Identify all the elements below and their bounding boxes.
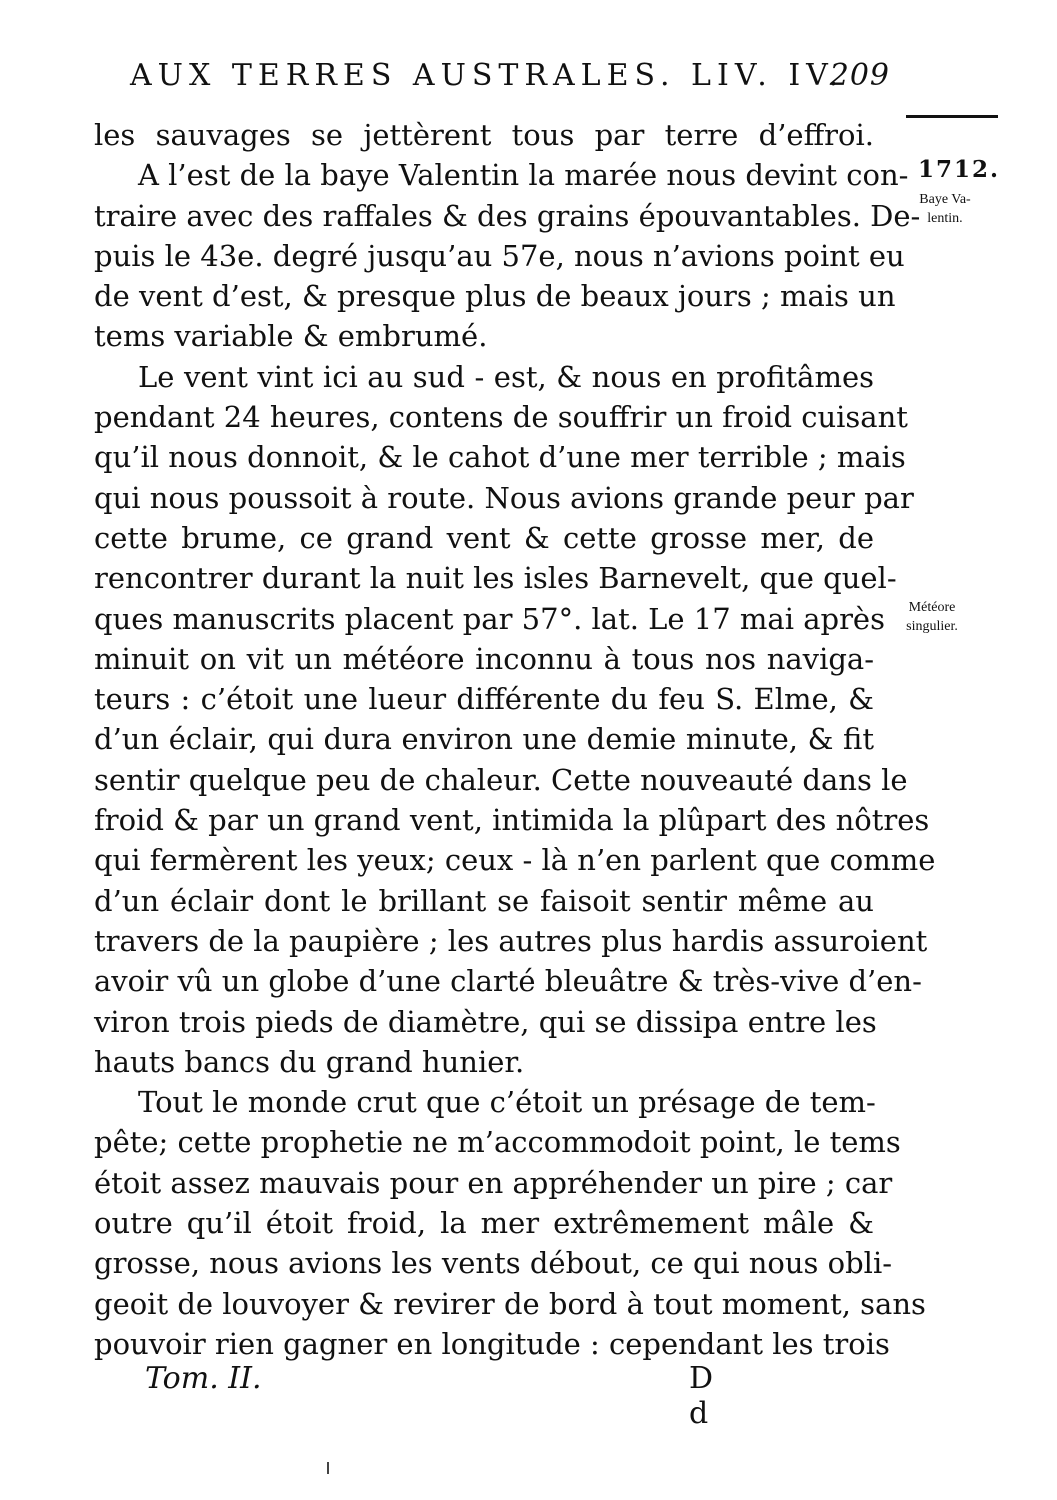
text-line: puis le 43e. degré jusqu’au 57e, nous n’avions point eu <box>94 238 905 273</box>
margin-rule <box>906 115 998 118</box>
margin-note-line: Baye Va- <box>919 192 971 207</box>
text-line: viron trois pieds de diamètre, qui se dissipa entre les <box>94 1004 877 1039</box>
text-line: les sauvages se jettèrent tous par terre d’effroi. <box>94 118 874 152</box>
text-line: geoit de louvoyer & revirer de bord à tout moment, sans <box>94 1286 926 1321</box>
printer-mark <box>327 1462 329 1474</box>
text-line: d’un éclair dont le brillant se faisoit sentir même au <box>94 883 874 918</box>
text-line: qu’il nous donnoit, & le cahot d’une mer terrible ; mais <box>94 440 906 475</box>
text-line: sentir quelque peu de chaleur. Cette nouveauté dans le <box>94 762 908 797</box>
text-line: grosse, nous avions les vents débout, ce qui nous obli- <box>94 1246 893 1281</box>
running-title: AUX TERRES AUSTRALES. LIV. IV. <box>130 58 845 93</box>
margin-note-line: lentin. <box>927 211 963 226</box>
text-line: ques manuscrits placent par 57°. lat. Le 17 mai après <box>94 601 885 636</box>
page-number: 209 <box>829 58 890 93</box>
margin-note-line: singulier. <box>906 619 958 634</box>
page-footer <box>145 1361 745 1431</box>
text-line: étoit assez mauvais pour en appréhender un pire ; car <box>94 1165 893 1200</box>
margin-year: 1712. <box>918 156 1001 183</box>
text-line: avoir vû un globe d’une clarté bleuâtre & très-vive d’en- <box>94 964 922 999</box>
text-line: pouvoir rien gagner en longitude : cependant les trois <box>94 1326 890 1361</box>
text-line: pendant 24 heures, contens de souffrir un froid cuisant <box>94 400 908 435</box>
text-line: minuit on vit un météore inconnu à tous nos naviga- <box>94 641 874 676</box>
text-line: cette brume, ce grand vent & cette grosse mer, de <box>94 520 874 555</box>
signature-mark: D d <box>689 1361 718 1431</box>
text-line: qui fermèrent les yeux; ceux - là n’en parlent que comme <box>94 843 936 878</box>
text-line: froid & par un grand vent, intimida la plûpart des nôtres <box>94 803 930 838</box>
text-line: rencontrer durant la nuit les isles Barnevelt, que quel- <box>94 561 897 596</box>
text-line: pête; cette prophetie ne m’accommodoit point, le tems <box>94 1125 901 1160</box>
text-line: d’un éclair, qui dura environ une demie minute, & fit <box>94 722 874 757</box>
text-line: Le vent vint ici au sud - est, & nous en profitâmes <box>138 359 874 394</box>
text-line: Tout le monde crut que c’étoit un présage de tem- <box>138 1085 876 1120</box>
margin-note-meteore <box>876 598 988 636</box>
volume-label: Tom. II. <box>145 1361 262 1396</box>
text-line: tems variable & embrumé. <box>94 319 488 354</box>
text-line: travers de la paupière ; les autres plus hardis assuroient <box>94 923 928 958</box>
margin-note-line: Météore <box>908 600 956 615</box>
text-line: outre qu’il étoit froid, la mer extrêmement mâle & <box>94 1206 874 1241</box>
text-line: traire avec des raffales & des grains épouvantables. De- <box>94 198 921 233</box>
text-line: hauts bancs du grand hunier. <box>94 1044 525 1079</box>
text-line: de vent d’est, & presque plus de beaux jours ; mais un <box>94 279 896 314</box>
text-line: qui nous poussoit à route. Nous avions grande peur par <box>94 480 914 515</box>
text-line: teurs : c’étoit une lueur différente du feu S. Elme, & <box>94 682 874 717</box>
text-line: A l’est de la baye Valentin la marée nous devint con- <box>138 158 909 193</box>
running-head <box>118 58 890 108</box>
